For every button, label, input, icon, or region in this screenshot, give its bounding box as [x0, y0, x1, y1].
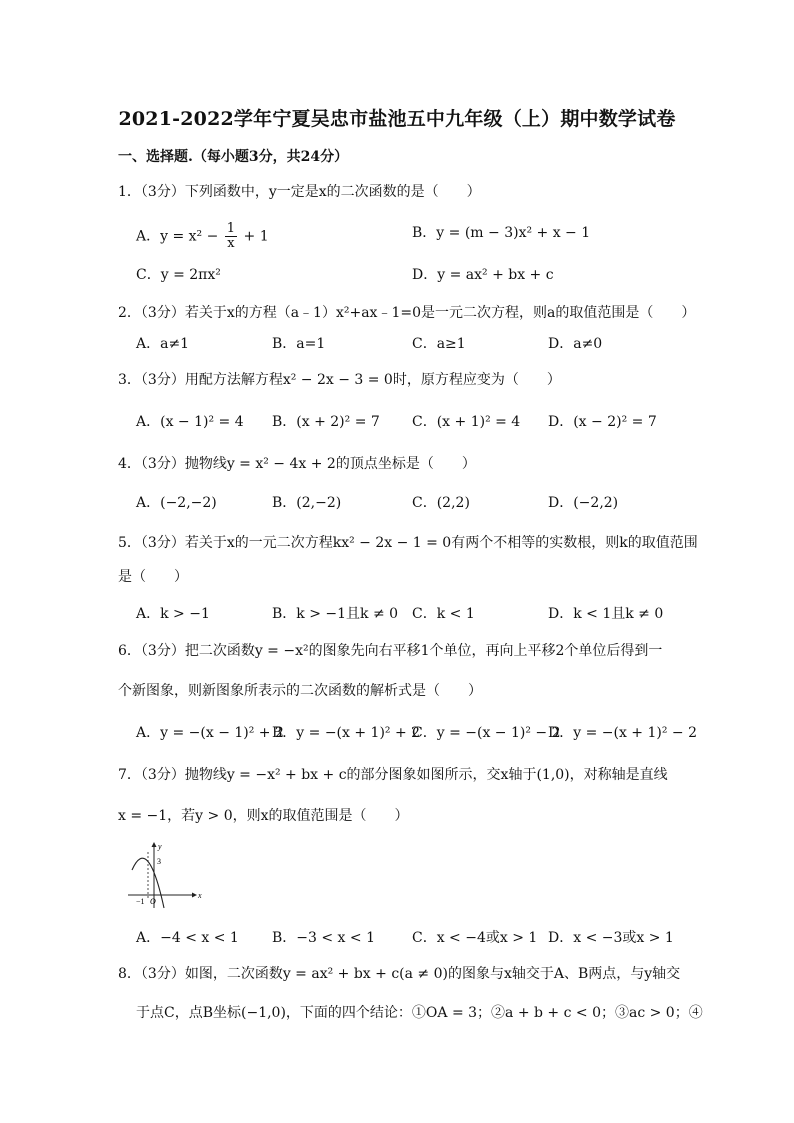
question-1-option-a: A．y = x² − $\frac{1}{x}$ + 1 [136, 221, 269, 251]
question-6-option-b: B．y = −(x + 1)² + 2 [272, 725, 421, 741]
question-7-option-b: B．−3 < x < 1 [272, 930, 375, 946]
question-5-stem: 5．（3分）若关于x的一元二次方程kx² − 2x − 1 = 0有两个不相等的实数根，则k的取值范围 [118, 535, 698, 551]
label-3: 3 [157, 857, 161, 866]
y-axis-arrow [152, 842, 157, 847]
question-1-option-b: B．y = (m − 3)x² + x − 1 [412, 225, 591, 241]
label-origin: O [150, 897, 156, 906]
question-6-option-d: D．y = −(x + 1)² − 2 [548, 725, 698, 741]
question-7-option-a: A．−4 < x < 1 [136, 930, 239, 946]
question-3-stem: 3．（3分）用配方法解方程x² − 2x − 3 = 0时，原方程应变为（ ） [118, 372, 561, 388]
label-minus-1: −1 [136, 897, 145, 906]
question-5-option-a: A．k > −1 [136, 606, 210, 622]
question-2-option-d: D．a≠0 [548, 336, 603, 352]
question-7-stem: 7．（3分）抛物线y = −x² + bx + c的部分图象如图所示，交x轴于(1,0)，对称轴是直线 [118, 767, 668, 783]
question-4-option-a: A．(−2,−2) [136, 495, 217, 511]
page-title: 2021-2022学年宁夏吴忠市盐池五中九年级（上）期中数学试卷 [118, 108, 676, 130]
question-5-option-d: D．k < 1且k ≠ 0 [548, 606, 664, 622]
question-2-stem: 2．（3分）若关于x的方程（a﹣1）x²+ax﹣1=0是一元二次方程，则a的取值范围是（ ） [118, 305, 696, 321]
question-7-option-d: D．x < −3或x > 1 [548, 930, 674, 946]
question-7-option-c: C．x < −4或x > 1 [412, 930, 538, 946]
question-4-option-d: D．(−2,2) [548, 495, 619, 511]
question-3-option-c: C．(x + 1)² = 4 [412, 414, 521, 430]
question-5-stem-cont: 是（ ） [118, 569, 188, 585]
question-2-option-b: B．a=1 [272, 336, 326, 352]
question-3-option-b: B．(x + 2)² = 7 [272, 414, 380, 430]
question-5-option-b: B．k > −1且k ≠ 0 [272, 606, 399, 622]
question-1-option-c: C．y = 2πx² [136, 267, 221, 283]
x-axis-arrow [192, 893, 197, 898]
x-axis-label: x [198, 891, 202, 900]
y-axis-label: y [158, 842, 162, 851]
question-7-parabola-figure [124, 840, 204, 912]
question-7-stem-cont: x = −1，若y > 0，则x的取值范围是（ ） [118, 808, 409, 824]
question-4-option-c: C．(2,2) [412, 495, 470, 511]
section-heading: 一、选择题.（每小题3分，共24分） [118, 149, 349, 165]
question-4-stem: 4．（3分）抛物线y = x² − 4x + 2的顶点坐标是（ ） [118, 456, 476, 472]
question-8-stem: 8．（3分）如图，二次函数y = ax² + bx + c(a ≠ 0)的图象与x轴交于A、B两点，与y轴交 [118, 966, 681, 982]
question-1-option-d: D．y = ax² + bx + c [412, 267, 554, 283]
question-6-option-c: C．y = −(x − 1)² − 2 [412, 725, 561, 741]
question-5-option-c: C．k < 1 [412, 606, 475, 622]
question-2-option-a: A．a≠1 [136, 336, 190, 352]
question-4-option-b: B．(2,−2) [272, 495, 342, 511]
question-6-option-a: A．y = −(x − 1)² + 2 [136, 725, 284, 741]
question-6-stem: 6．（3分）把二次函数y = −x²的图象先向右平移1个单位，再向上平移2个单位后得到一 [118, 643, 663, 659]
question-1-stem: 1．（3分）下列函数中，y一定是x的二次函数的是（ ） [118, 184, 481, 200]
question-3-option-d: D．(x − 2)² = 7 [548, 414, 657, 430]
fraction: $\frac{1}{x}$ [226, 221, 236, 251]
question-6-stem-cont: 个新图象，则新图象所表示的二次函数的解析式是（ ） [118, 683, 482, 699]
question-3-option-a: A．(x − 1)² = 4 [136, 414, 244, 430]
question-2-option-c: C．a≥1 [412, 336, 466, 352]
question-8-stem-cont: 于点C，点B坐标(−1,0)，下面的四个结论：①OA = 3；②a + b + c < 0；③ac > 0；④ [136, 1005, 703, 1021]
